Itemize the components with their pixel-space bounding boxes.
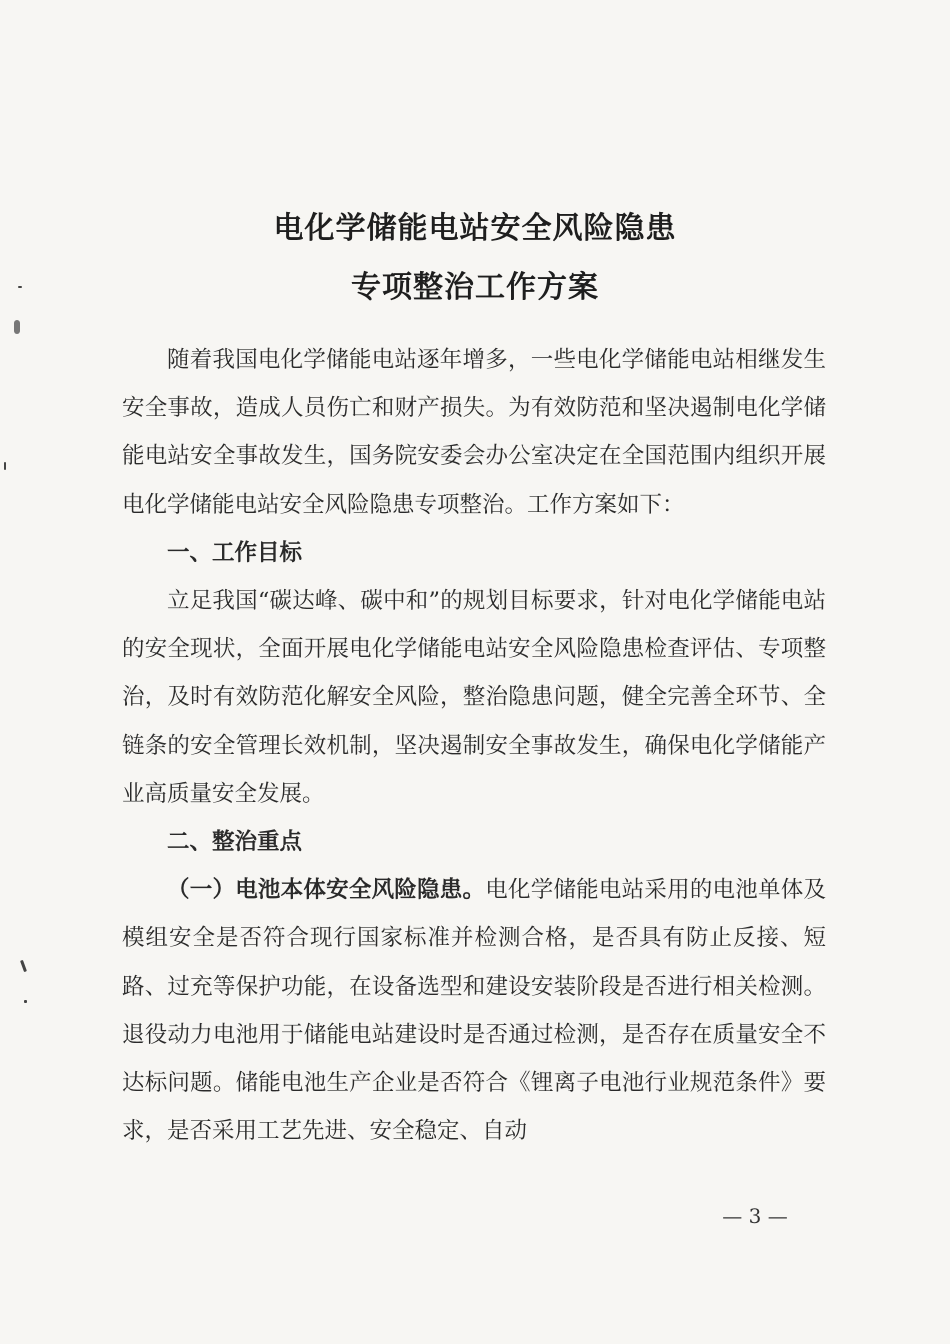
section-heading-goals: 一、工作目标 [167,539,303,566]
section-heading-focus: 二、整治重点 [167,829,303,856]
scan-mark [4,462,6,470]
document-body [122,336,826,1155]
focus-item-1-text: 电化学储能电站采用的电池单体及模组安全是否符合现行国家标准并检测合格，是否具有防止反接、短路、过充等保护功能，在设备选型和建设安装阶段是否进行相关检测。退役动力电池用于储能电站建设时是否通过检测，是否存在质量安全不达标问题。储能电池生产企业是否符合《锂离子电池行业规范条件》要求，是否采用工艺先进、安全稳定、自动 [122,877,826,1145]
document-title: 电化学储能电站安全风险隐患 [273,211,677,246]
intro-paragraph: 随着我国电化学储能电站逐年增多，一些电化学储能电站相继发生安全事故，造成人员伤亡和财产损失。为有效防范和坚决遏制电化学储能电站安全事故发生，国务院安委会办公室决定在全国范围内组织开展电化学储能电站安全风险隐患专项整治。工作方案如下： [122,347,826,518]
goals-paragraph: 立足我国“碳达峰、碳中和”的规划目标要求，针对电化学储能电站的安全现状，全面开展电化学储能电站安全风险隐患检查评估、专项整治，及时有效防范化解安全风险，整治隐患问题，健全完善全环节、全链条的安全管理长效机制，坚决遏制安全事故发生，确保电化学储能产业高质量安全发展。 [122,588,826,807]
scan-mark [24,1000,27,1003]
scan-mark [14,320,20,334]
scan-mark [20,960,27,972]
focus-item-1-lead: （一）电池本体安全风险隐患。 [167,877,486,904]
focus-item-1-paragraph [122,866,826,1155]
page-number: — 3 — [722,1204,788,1228]
document-subtitle: 专项整治工作方案 [351,270,599,305]
